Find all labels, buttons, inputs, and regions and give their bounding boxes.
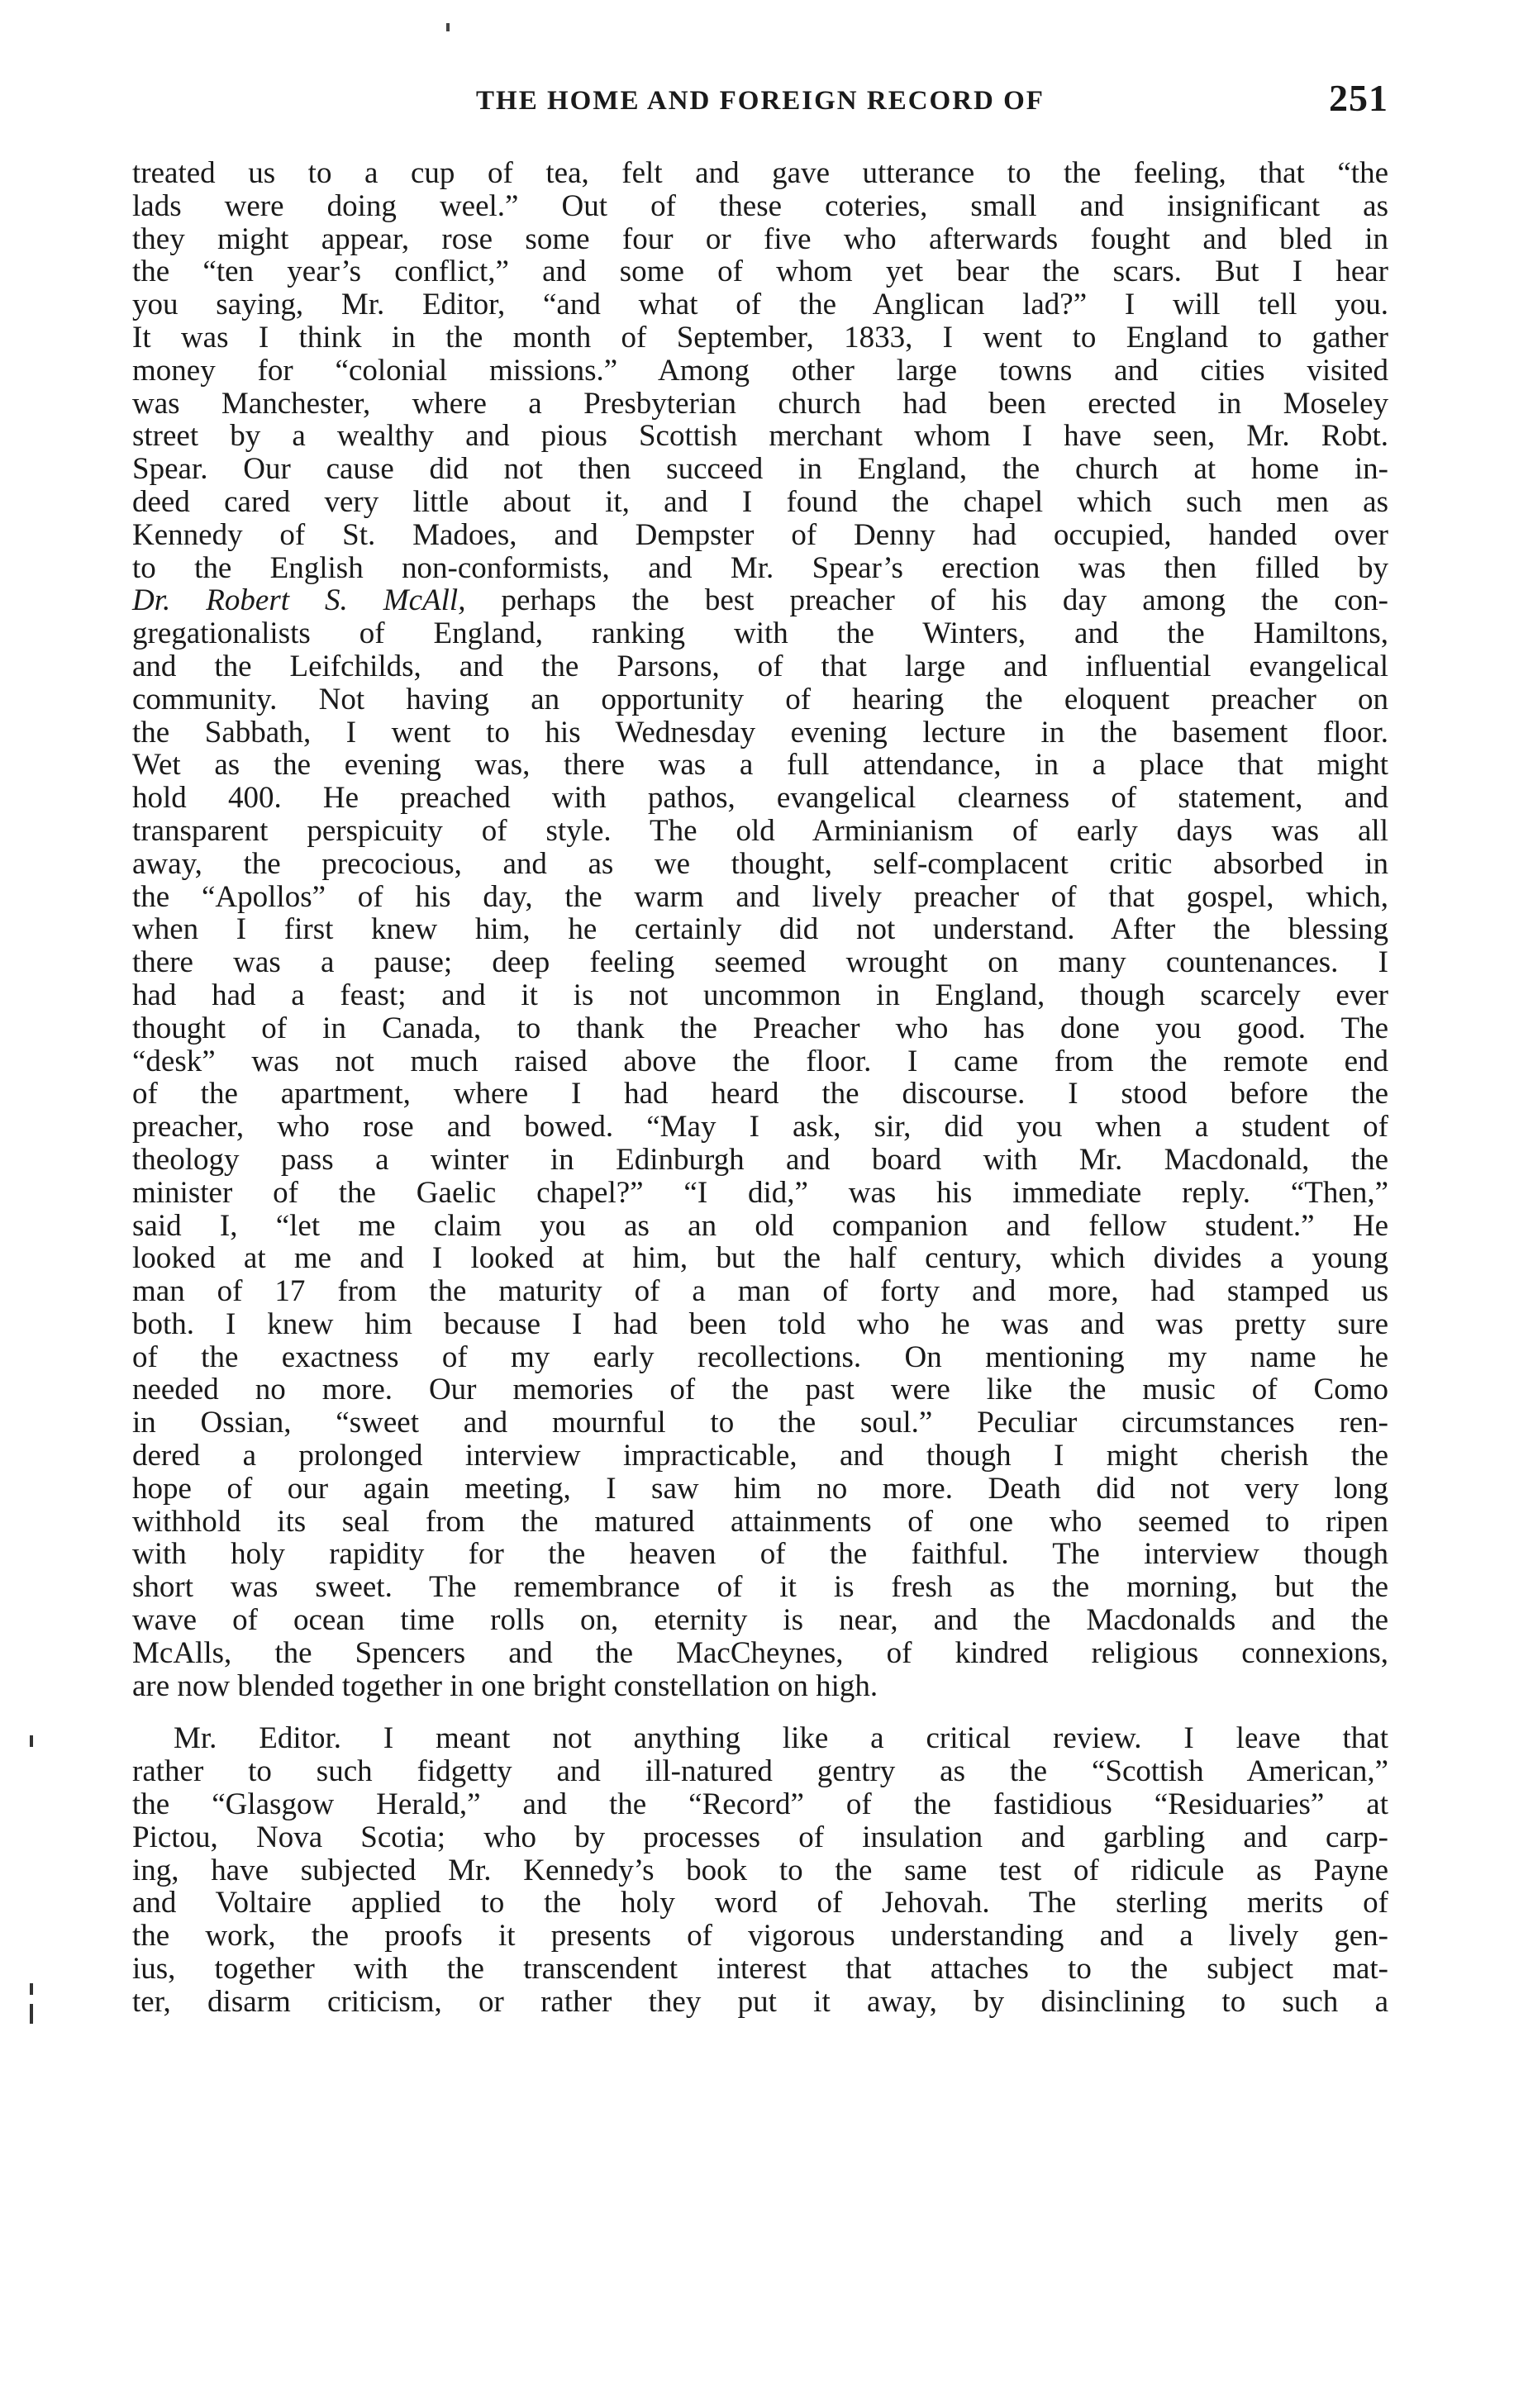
text-line: the “Apollos” of his day, the warm and lively preacher of that gospel, which, (132, 879, 1388, 914)
text-line: lads were doing weel.” Out of these coteries, small and insignificant as (132, 188, 1388, 223)
margin-tick (30, 1983, 33, 1995)
text-line: community. Not having an opportunity of hearing the eloquent preacher on (132, 682, 1388, 716)
margin-tick (30, 1735, 33, 1747)
text-line: both. I knew him because I had been told who he was and was pretty sure (132, 1306, 1388, 1341)
text-line: gregationalists of England, ranking with the Winters, and the Hamiltons, (132, 616, 1388, 651)
running-head (132, 76, 1388, 126)
text-line: and the Leifchilds, and the Parsons, of that large and influential evangelical (132, 649, 1388, 683)
text-line: the work, the proofs it presents of vigorous understanding and a lively gen- (132, 1919, 1388, 1954)
text-line: theology pass a winter in Edinburgh and board with Mr. Macdonald, the (132, 1142, 1388, 1177)
text-line: treated us to a cup of tea, felt and gave utterance to the feeling, that “the (132, 156, 1388, 190)
text-line: said I, “let me claim you as an old companion and fellow student.” He (132, 1208, 1388, 1243)
text-line: “desk” was not much raised above the floor. I came from the remote end (132, 1044, 1388, 1078)
text-line: money for “colonial missions.” Among other large towns and cities visited (132, 353, 1388, 388)
text-line: away, the precocious, and as we thought, self-complacent critic absorbed in (132, 846, 1388, 881)
text-line: wave of ocean time rolls on, eternity is near, and the Macdonalds and the (132, 1603, 1388, 1638)
text-line: in Ossian, “sweet and mournful to the soul.” Peculiar circumstances ren- (132, 1406, 1388, 1440)
text-line: had had a feast; and it is not uncommon in England, though scarcely ever (132, 978, 1388, 1012)
text-line: there was a pause; deep feeling seemed wrought on many countenances. I (132, 945, 1388, 980)
text-line: Dr. Robert S. McAll, perhaps the best preacher of his day among the con- (132, 583, 1389, 618)
text-line: they might appear, rose some four or five who afterwards fought and bled in (132, 221, 1388, 256)
text-line: hold 400. He preached with pathos, evangelical clearness of statement, and (132, 781, 1388, 816)
text-line: withhold its seal from the matured attainments of one who seemed to ripen (132, 1504, 1388, 1539)
text-line: the “Glasgow Herald,” and the “Record” of the fastidious “Residuaries” at (132, 1787, 1388, 1822)
text-line: transparent perspicuity of style. The old Arminianism of early days was all (132, 813, 1388, 848)
text-line: preacher, who rose and bowed. “May I ask, sir, did you when a student of (132, 1110, 1388, 1145)
text-line: hope of our again meeting, I saw him no more. Death did not very long (132, 1471, 1388, 1506)
text-line: the Sabbath, I went to his Wednesday evening lecture in the basement floor. (132, 715, 1388, 750)
text-line: of the apartment, where I had heard the discourse. I stood before the (132, 1077, 1388, 1111)
text-line: rather to such fidgetty and ill-natured gentry as the “Scottish American,” (132, 1754, 1388, 1789)
text-line: when I first knew him, he certainly did not understand. After the blessing (132, 912, 1388, 947)
text-line: the “ten year’s conflict,” and some of whom yet bear the scars. But I hear (132, 255, 1388, 289)
margin-tick (30, 2004, 33, 2024)
page-number: 251 (1329, 77, 1388, 119)
text-line: man of 17 from the maturity of a man of forty and more, had stamped us (132, 1274, 1388, 1309)
text-line: Spear. Our cause did not then succeed in England, the church at home in- (132, 452, 1388, 487)
text-line: needed no more. Our memories of the past were like the music of Como (132, 1373, 1388, 1407)
text-line: looked at me and I looked at him, but the half century, which divides a young (132, 1241, 1388, 1276)
text-line: with holy rapidity for the heaven of the faithful. The interview though (132, 1537, 1388, 1572)
paragraph (132, 157, 1388, 1702)
text-line: to the English non-conformists, and Mr. Spear’s erection was then filled by (132, 550, 1388, 585)
paragraph-break (132, 1702, 1388, 1722)
text-line: ter, disarm criticism, or rather they put it away, by disinclining to such a (132, 1984, 1388, 2019)
text-line: McAlls, the Spencers and the MacCheynes, of kindred religious connexions, (132, 1635, 1388, 1670)
print-speck (446, 23, 450, 31)
text-line: ius, together with the transcendent interest that attaches to the subject mat- (132, 1952, 1388, 1987)
italic-name: Dr. Robert S. McAll, (132, 583, 466, 618)
text-line: Wet as the evening was, there was a full attendance, in a place that might (132, 748, 1388, 783)
text-line: Pictou, Nova Scotia; who by processes of insulation and garbling and carp- (132, 1820, 1388, 1854)
text-line: and Voltaire applied to the holy word of Jehovah. The sterling merits of (132, 1886, 1388, 1920)
text-line: dered a prolonged interview impracticable, and though I might cherish the (132, 1439, 1388, 1473)
text-line: Kennedy of St. Madoes, and Dempster of Denny had occupied, handed over (132, 517, 1388, 552)
text-line: are now blended together in one bright constellation on high. (132, 1668, 878, 1703)
paragraph (132, 1722, 1388, 2018)
text-line: was Manchester, where a Presbyterian church had been erected in Moseley (132, 386, 1388, 421)
text-line: ing, have subjected Mr. Kennedy’s book to the same test of ridicule as Payne (132, 1853, 1388, 1887)
text-line: of the exactness of my early recollections. On mentioning my name he (132, 1340, 1388, 1374)
text-line: It was I think in the month of September, 1833, I went to England to gather (132, 320, 1388, 355)
text-line: thought of in Canada, to thank the Preacher who has done you good. The (132, 1011, 1388, 1045)
body-text (132, 157, 1388, 2019)
running-title: THE HOME AND FOREIGN RECORD OF (476, 86, 1045, 116)
text-line: short was sweet. The remembrance of it is fresh as the morning, but the (132, 1570, 1388, 1605)
text-line: deed cared very little about it, and I found the chapel which such men as (132, 484, 1388, 519)
text-line: you saying, Mr. Editor, “and what of the Anglican lad?” I will tell you. (132, 288, 1388, 322)
text-line: minister of the Gaelic chapel?” “I did,” was his immediate reply. “Then,” (132, 1175, 1388, 1210)
text-line: street by a wealthy and pious Scottish merchant whom I have seen, Mr. Robt. (132, 419, 1388, 454)
text-line: Mr. Editor. I meant not anything like a critical review. I leave that (174, 1721, 1388, 1756)
